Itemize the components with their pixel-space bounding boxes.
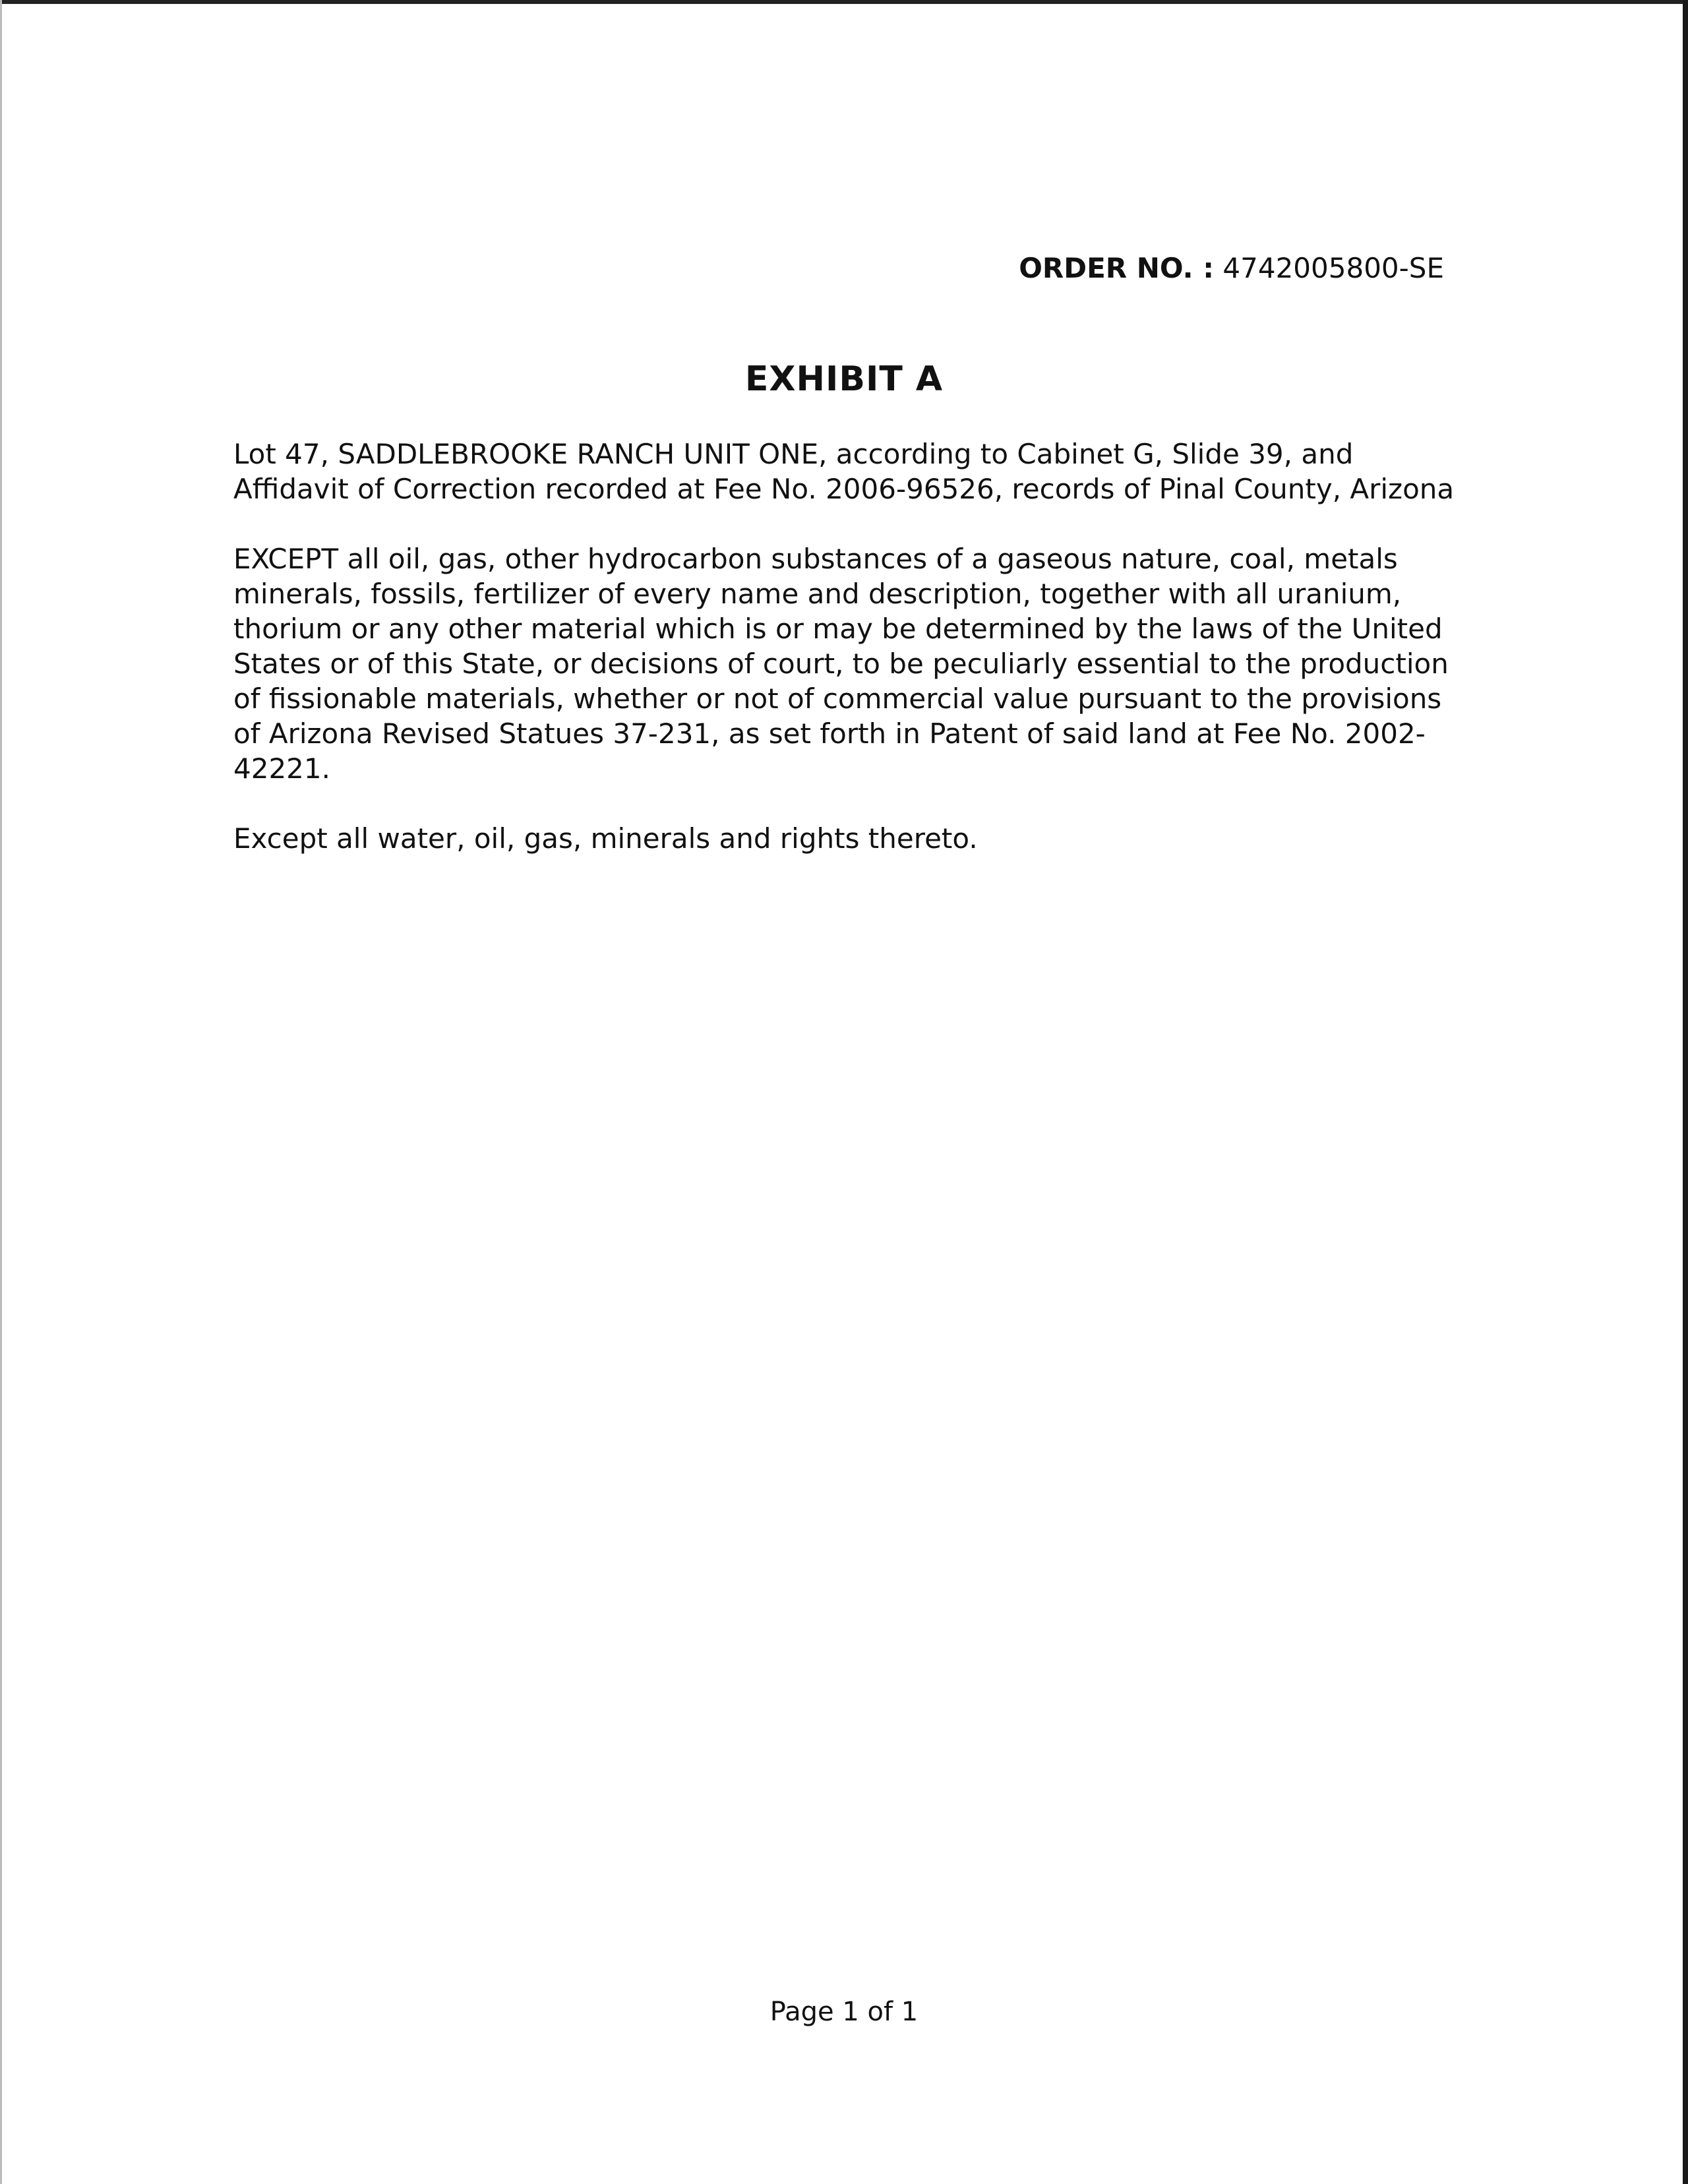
legal-description <box>233 437 1460 891</box>
order-number-value: 4742005800-SE <box>1222 252 1444 284</box>
scan-border-top <box>0 0 1688 4</box>
order-number-line <box>1019 252 1444 284</box>
page-indicator: Page 1 of 1 <box>769 1997 919 2027</box>
water-rights-exception-paragraph: Except all water, oil, gas, minerals and rights thereto. <box>233 822 978 855</box>
document-title: EXHIBIT A <box>744 359 944 399</box>
lot-description-paragraph: Lot 47, SADDLEBROOKE RANCH UNIT ONE, according to Cabinet G, Slide 39, and Affidavit of Correction recorded at Fee No. 2006-96526, records of Pinal County, Arizona <box>233 438 1455 505</box>
scan-border-left <box>0 0 2 2184</box>
mineral-exception-paragraph: EXCEPT all oil, gas, other hydrocarbon substances of a gaseous nature, coal, metals minerals, fossils, fertilizer of every name and description, together with all uranium, thorium or any other material which is or may be determined by the laws of the United States or of this State, or decisions of court, to be peculiarly essential to the production of fissionable materials, whether or not of commercial value pursuant to the provisions of Arizona Revised Statues 37-231, as set forth in Patent of said land at Fee No. 2002-42221. <box>233 543 1449 785</box>
scan-border-right <box>1683 0 1688 2184</box>
order-number-label: ORDER NO. : <box>1019 252 1215 284</box>
